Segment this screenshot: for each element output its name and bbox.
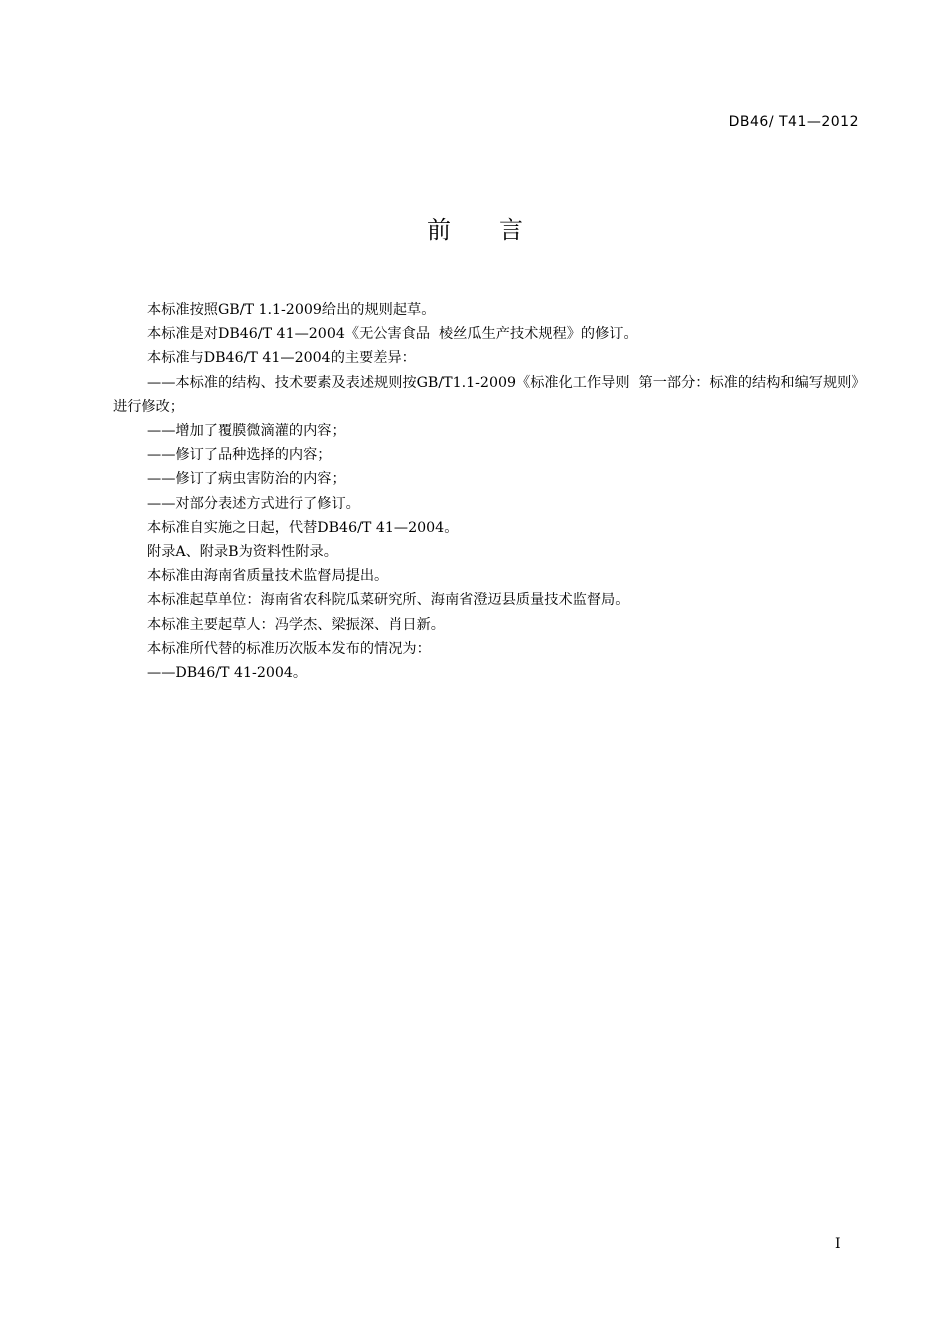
list-item-difference-structure: ——本标准的结构、技术要素及表述规则按GB/T1.1-2009《标准化工作导则 第一部分：标准的结构和编写规则》进行修改； [113,374,859,415]
title-char-1: 前 [427,216,451,244]
paragraph-proposed-by: 本标准由海南省质量技术监督局提出。 [147,568,389,585]
paragraph-replaces: 本标准自实施之日起，代替DB46/T 41—2004。 [147,519,459,536]
list-item-previous-edition: ——DB46/T 41-2004。 [147,665,308,682]
paragraph-previous-editions: 本标准所代替的标准历次版本发布的情况为： [147,640,431,657]
page-title [0,210,950,245]
paragraph-appendices: 附录A、附录B为资料性附录。 [147,544,338,561]
paragraph-main-differences: 本标准与DB46/T 41—2004的主要差异： [147,350,416,367]
page-number: I [835,1236,841,1252]
list-item-difference-variety: ——修订了品种选择的内容； [147,447,332,464]
paragraph-drafting-rules: 本标准按照GB/T 1.1-2009给出的规则起草。 [147,302,436,318]
list-item-difference-drip-irrigation: ——增加了覆膜微滴灌的内容； [147,423,346,440]
list-item-difference-wording: ——对部分表述方式进行了修订。 [147,495,360,512]
list-item-difference-pest-control: ——修订了病虫害防治的内容； [147,471,346,488]
paragraph-drafting-units: 本标准起草单位：海南省农科院瓜菜研究所、海南省澄迈县质量技术监督局。 [147,592,630,609]
paragraph-revision-of: 本标准是对DB46/T 41—2004《无公害食品 棱丝瓜生产技术规程》的修订。 [147,326,638,343]
document-code: DB46/ T41—2012 [728,114,859,130]
paragraph-drafters: 本标准主要起草人：冯学杰、梁振深、肖日新。 [147,616,445,633]
foreword-body [113,298,861,685]
title-char-2: 言 [499,216,523,244]
